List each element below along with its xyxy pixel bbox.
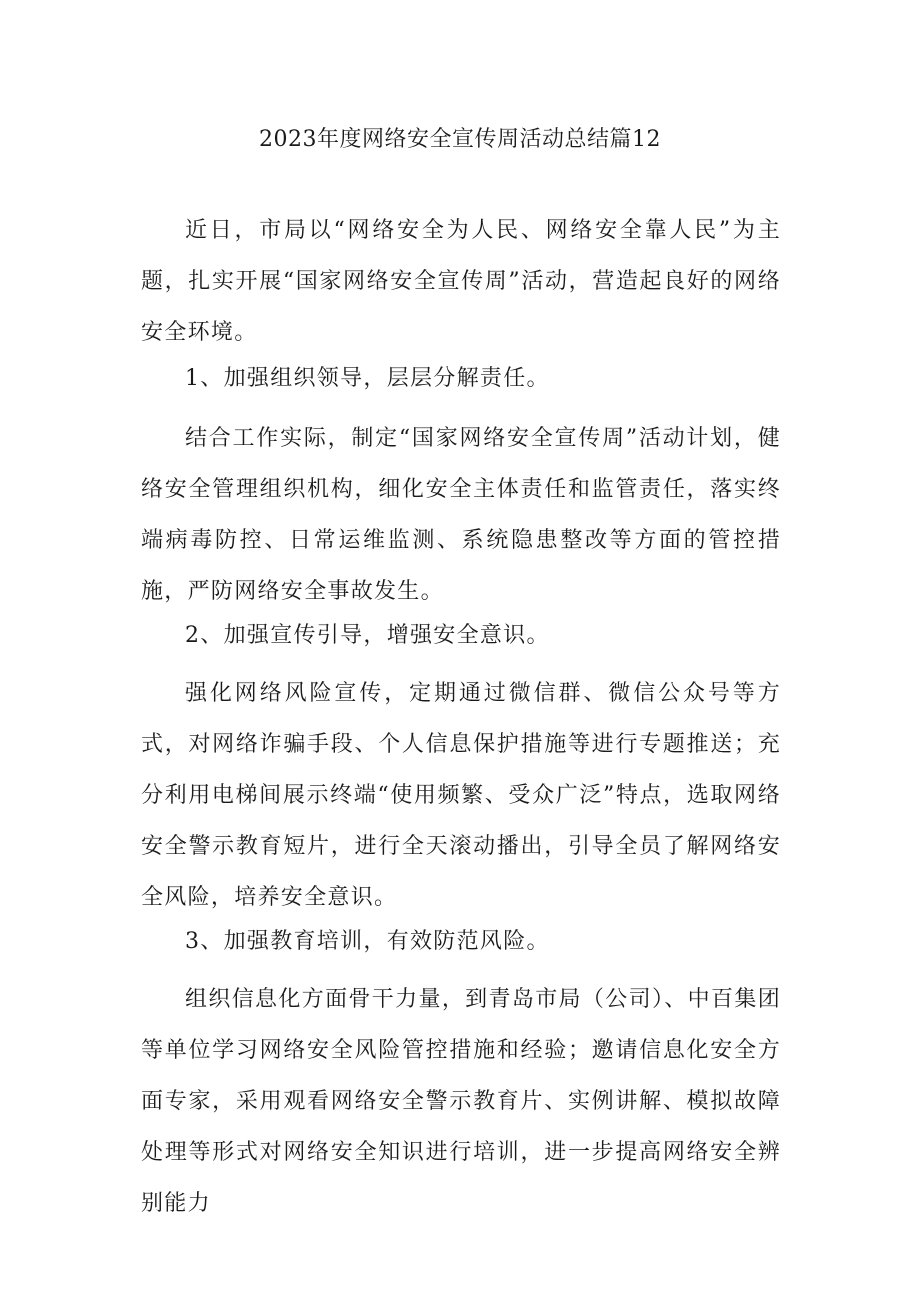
section-2-body: 强化网络风险宣传，定期通过微信群、微信公众号等方式，对网络诈骗手段、个人信息保护措施等进行专题推送；充分利用电梯间展示终端“使用频繁、受众广泛”特点，选取网络安全警示教育短片，进行全天滚动播出，引导全员了解网络安全风险，培养安全意识。 (141, 681, 781, 910)
section-3-body: 组织信息化方面骨干力量，到青岛市局（公司）、中百集团等单位学习网络安全风险管控措施和经验；邀请信息化安全方面专家，采用观看网络安全警示教育片、实例讲解、模拟故障处理等形式对网络安全知识进行培训，进一步提高网络安全辨别能力 (141, 987, 781, 1216)
section-2-heading: 2、加强宣传引导，增强安全意识。 (185, 623, 550, 648)
section-1-body: 结合工作实际，制定“国家网络安全宣传周”活动计划，健络安全管理组织机构，细化安全主体责任和监管责任，落实终端病毒防控、日常运维监测、系统隐患整改等方面的管控措施，严防网络安全事故发生。 (141, 426, 781, 604)
section-1-heading: 1、加强组织领导，层层分解责任。 (185, 366, 550, 391)
intro-paragraph: 近日，市局以“网络安全为人民、网络安全靠人民”为主题，扎实开展“国家网络安全宣传周”活动，营造起良好的网络安全环境。 (141, 218, 781, 345)
document-title: 2023年度网络安全宣传周活动总结篇12 (259, 127, 661, 152)
section-3-heading: 3、加强教育培训，有效防范风险。 (185, 929, 550, 954)
